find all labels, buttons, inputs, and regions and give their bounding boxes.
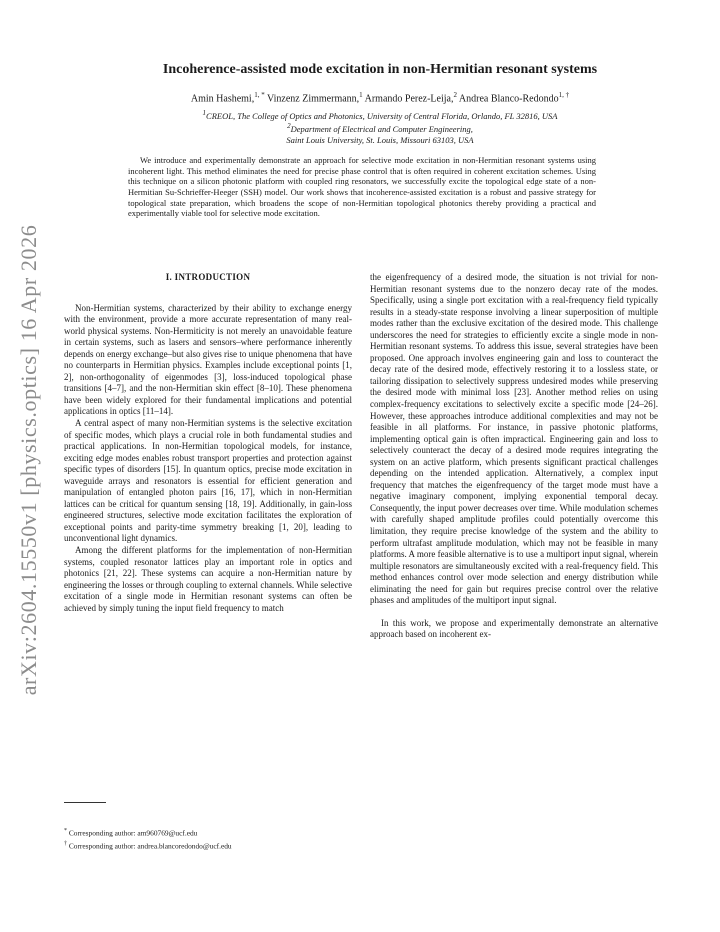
right-column xyxy=(370,272,658,641)
author-name: Vinzenz Zimmermann, xyxy=(264,93,360,105)
arxiv-identifier-text: arXiv:2604.15550v1 [physics.optics] 16 Apr 2026 xyxy=(16,224,41,696)
author-name: Armando Perez-Leija, xyxy=(362,93,454,105)
author-affiliation-mark: 1, * xyxy=(254,91,265,99)
affiliation-mark: 2 xyxy=(287,122,291,131)
footnote: * Corresponding author: am960769@ucf.edu xyxy=(64,828,198,838)
author-list xyxy=(70,91,690,104)
body-paragraph: In this work, we propose and experimentally demonstrate an alternative approach based on incoherent ex- xyxy=(370,617,658,640)
footnote: † Corresponding author: andrea.blancoredondo@ucf.edu xyxy=(64,840,232,851)
author-affiliation-mark: 1, † xyxy=(558,91,570,99)
footnotes xyxy=(64,826,352,851)
body-paragraph: the eigenfrequency of a desired mode, the situation is not trivial for non-Hermitian resonant systems due to the nonzero decay rate of the modes. Specifically, using a single port excitation with a real-frequency field typically results in a steady-state response involving a linear superposition of multiple modes rather than the exclusive excitation of the desired mode. This challenge underscores the need for strategies to efficiently excite a single mode in non-Hermitian resonant systems. To address this issue, several strategies have been proposed. One approach involves engineering gain and loss to counteract the decay rate of the desired mode, effectively restoring it to a lossless state, or tailoring dissipation to selectively suppress undesired modes while preserving the desired mode with minimal loss [23]. Another method relies on using complex-frequency excitations to selectively excite a specific mode [24–26]. However, these approaches introduce additional complexities and may not be feasible in all platforms. For instance, in passive photonic platforms, implementing optical gain is often impractical. Engineering gain and loss to selectively counteract the decay of a desired mode requires integrating the system on an active platform, which presents significant practical challenges depending on the intended application. Alternatively, a complex input frequency that matches the eigenfrequency of the target mode must have a negative imaginary component, implying exponential temporal decay. Consequently, the input power decreases over time. While modulation schemes with carefully shaped amplitude profiles could potentially overcome this limitation, they require precise knowledge of the system and the ability to perform ultrafast amplitude modulation, which may not be feasible in many platforms. A more feasible alternative is to use a multiport input signal, wherein multiple resonators are simultaneously excited with a real-frequency field. This method enhances control over mode selection and energy distribution while eliminating the need for gain but requires precise control over the relative phases and amplitudes of the multiport input signal. xyxy=(370,272,658,606)
body-paragraph: Non-Hermitian systems, characterized by their ability to exchange energy with the environment, provide a more accurate representation of many real-world physical systems. Non-Hermiticity is not merely an unavoidable feature in certain systems, such as lasers and sensors–where performance inherently depends on energy exchange–but also gives rise to unique phenomena that have no counterparts in Hermitian physics. Examples include exceptional points [1, 2], non-orthogonality of eigenmodes [3], loss-induced topological phase transitions [4–7], and the non-Hermitian skin effect [8–10]. These phenomena have been widely explored for their fundamental implications and potential applications in optics [11–14]. xyxy=(64,302,352,417)
affiliation-line: $^2$Department of Electrical and Computer Engineering, xyxy=(287,122,473,135)
author-affiliation-mark: 1 xyxy=(359,91,363,99)
paper-title: Incoherence-assisted mode excitation in non-Hermitian resonant systems xyxy=(162,62,598,77)
left-column xyxy=(64,272,352,614)
author-affiliation-mark: 2 xyxy=(453,91,457,99)
affiliation-line: $^1$CREOL, The College of Optics and Photonics, University of Central Florida, Orlando, FL 32816, USA xyxy=(202,109,558,121)
section-heading: I. INTRODUCTION xyxy=(165,272,251,282)
affiliation-line: Saint Louis University, St. Louis, Missouri 63103, USA xyxy=(286,134,474,145)
affiliation-block xyxy=(70,108,690,145)
body-paragraph: A central aspect of many non-Hermitian systems is the selective excitation of specific modes, which plays a crucial role in both fundamental studies and practical applications. In non-Hermitian topological models, for instance, exciting edge modes enables robust transport properties and protection against specific types of disorders [15]. In quantum optics, precise mode excitation in waveguide arrays and resonators is essential for efficient generation and manipulation of entangled photon pairs [16, 17], which in non-Hermitian lattices can be critical for quantum sensing [18, 19]. Additionally, in gain-loss engineered structures, selective mode excitation facilitates the exploration of exceptional points and parity-time symmetry breaking [1, 20], leading to unconventional light dynamics. xyxy=(64,418,352,544)
abstract: We introduce and experimentally demonstrate an approach for selective mode excitation in non-Hermitian resonant systems using incoherent light. This method eliminates the need for precise phase control that is often required in coherent excitation schemes. Using this technique on a silicon photonic platform with coupled ring resonators, we successfully excite the topological edge state of a non-Hermitian Su-Schrieffer-Heeger (SSH) model. Our work shows that incoherence-assisted excitation is a robust and passive strategy for topological state preparation, which broadens the scope of non-Hermitian topological photonics thereby providing a practical and experimentally viable tool for selective mode excitation. xyxy=(128,155,596,219)
affiliation-mark: 1 xyxy=(202,109,207,117)
arxiv-identifier-stamp xyxy=(6,224,52,696)
author-name: Amin Hashemi, xyxy=(190,93,255,105)
author-name: Andrea Blanco-Redondo xyxy=(456,93,559,105)
footnote-divider xyxy=(64,802,106,803)
body-paragraph: Among the different platforms for the implementation of non-Hermitian systems, coupled resonator lattices play an important role in optics and photonics [21, 22]. These systems can acquire a non-Hermitian nature by engineering the losses or through coupling to external channels. While selective excitation of a single mode in Hermitian resonant systems can often be achieved by simply tuning the input field frequency to match xyxy=(64,545,352,613)
